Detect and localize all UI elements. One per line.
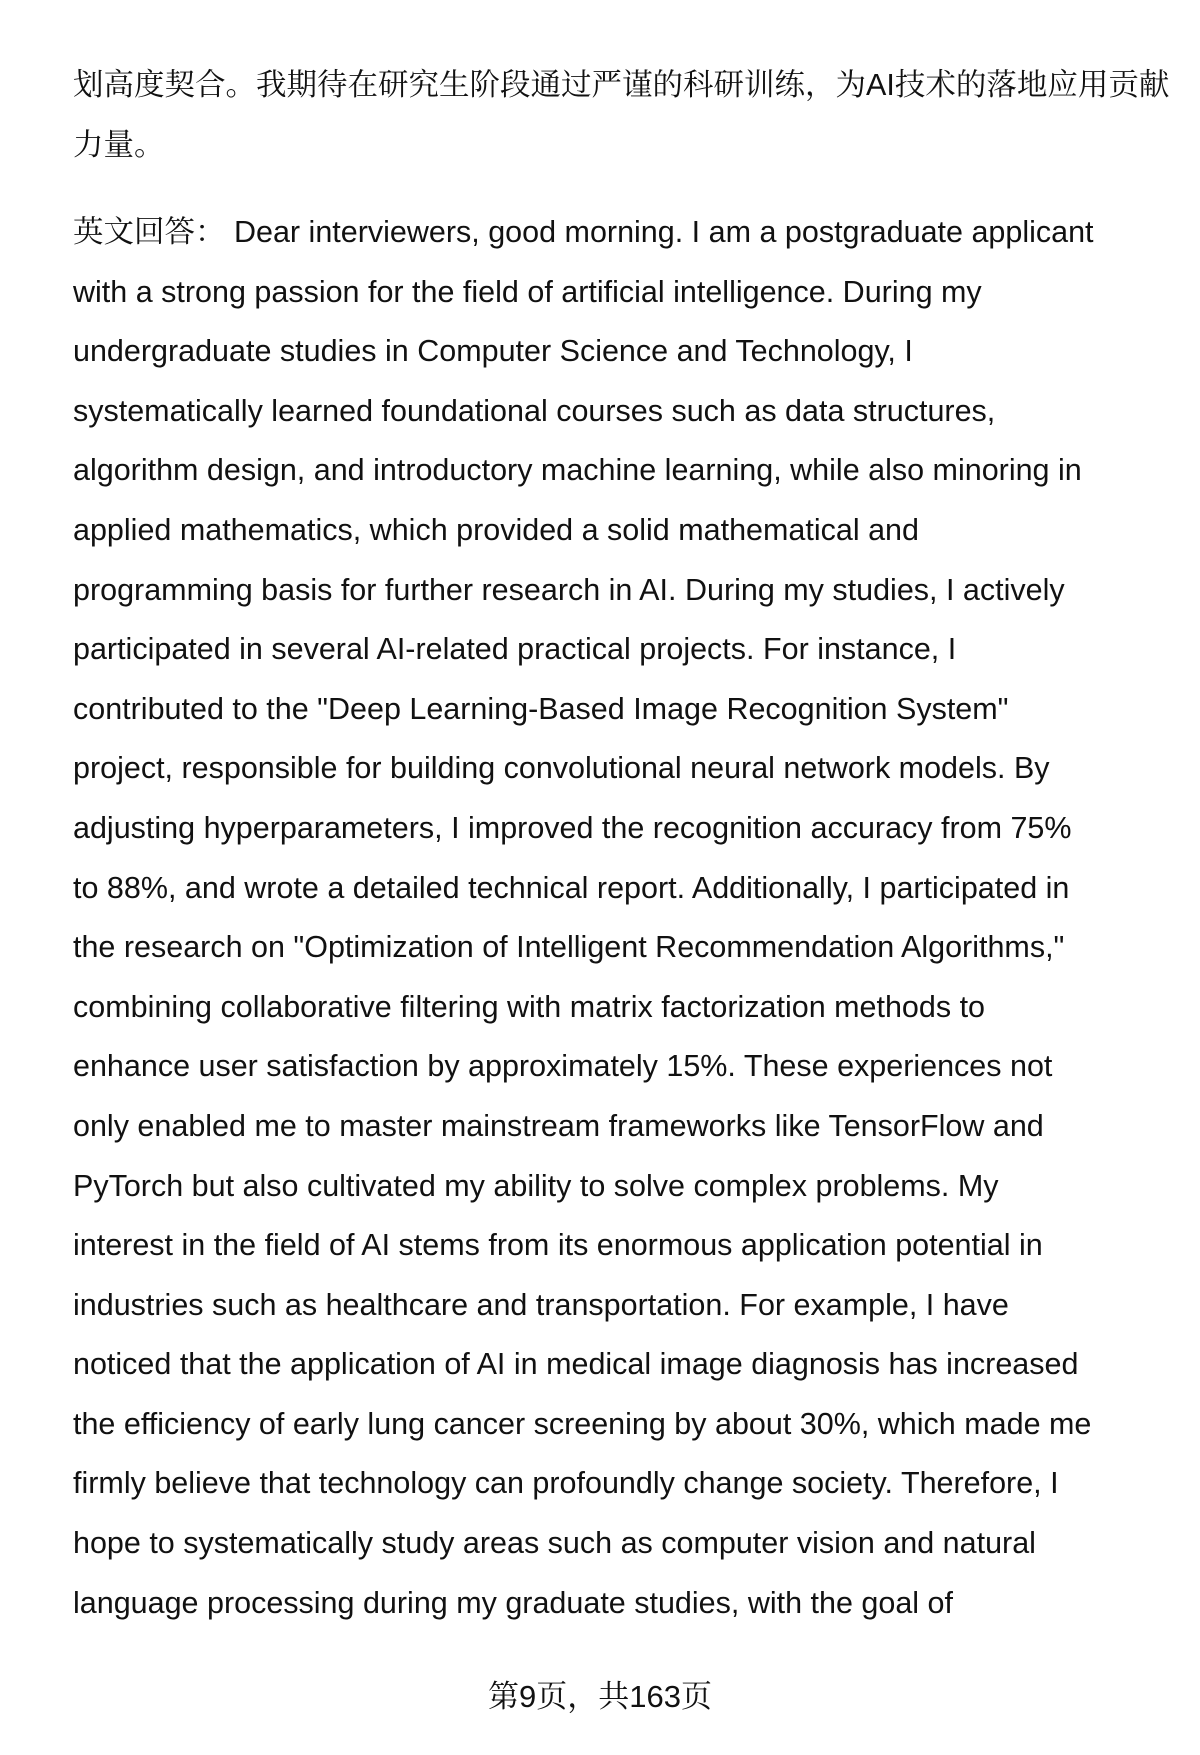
text-line: 英文回答： Dear interviewers, good morning. I am a postgraduate applicant <box>73 215 1094 249</box>
text-line: undergraduate studies in Computer Science and Technology, I <box>73 334 913 369</box>
text-line: systematically learned foundational courses such as data structures, <box>73 393 996 428</box>
text-line: the research on "Optimization of Intelligent Recommendation Algorithms," <box>73 930 1065 965</box>
text-line: PyTorch but also cultivated my ability to solve complex problems. My <box>73 1168 999 1203</box>
text-line: firmly believe that technology can profoundly change society. Therefore, I <box>73 1466 1059 1501</box>
text-line: enhance user satisfaction by approximately 15%. These experiences not <box>73 1049 1053 1084</box>
text-line: the efficiency of early lung cancer screening by about 30%, which made me <box>73 1406 1092 1441</box>
text-line: with a strong passion for the field of artificial intelligence. During my <box>73 274 982 309</box>
text-line: programming basis for further research in AI. During my studies, I actively <box>73 572 1065 607</box>
text-line: 划高度契合。我期待在研究生阶段通过严谨的科研训练，为AI技术的落地应用贡献 <box>73 68 1170 102</box>
text-line: participated in several AI-related practical projects. For instance, I <box>73 632 957 667</box>
text-line: noticed that the application of AI in medical image diagnosis has increased <box>73 1347 1079 1382</box>
paragraph-english-answer <box>73 203 1163 1633</box>
text-line: hope to systematically study areas such as computer vision and natural <box>73 1526 1036 1561</box>
page-number: 第9页，共163页 <box>488 1679 712 1714</box>
text-line: combining collaborative filtering with matrix factorization methods to <box>73 989 986 1024</box>
text-line: industries such as healthcare and transportation. For example, I have <box>73 1287 1009 1322</box>
text-line: applied mathematics, which provided a solid mathematical and <box>73 512 919 547</box>
text-line: interest in the field of AI stems from its enormous application potential in <box>73 1228 1043 1263</box>
text-line: adjusting hyperparameters, I improved the recognition accuracy from 75% <box>73 810 1072 845</box>
text-line: only enabled me to master mainstream frameworks like TensorFlow and <box>73 1108 1044 1143</box>
text-line: algorithm design, and introductory machine learning, while also minoring in <box>73 453 1082 488</box>
text-line: to 88%, and wrote a detailed technical report. Additionally, I participated in <box>73 870 1070 905</box>
paragraph-chinese-ending <box>73 56 1170 175</box>
text-line: language processing during my graduate studies, with the goal of <box>73 1585 953 1620</box>
text-line: project, responsible for building convolutional neural network models. By <box>73 751 1050 786</box>
text-line: 力量。 <box>73 127 165 162</box>
text-line: contributed to the "Deep Learning-Based Image Recognition System" <box>73 691 1009 726</box>
